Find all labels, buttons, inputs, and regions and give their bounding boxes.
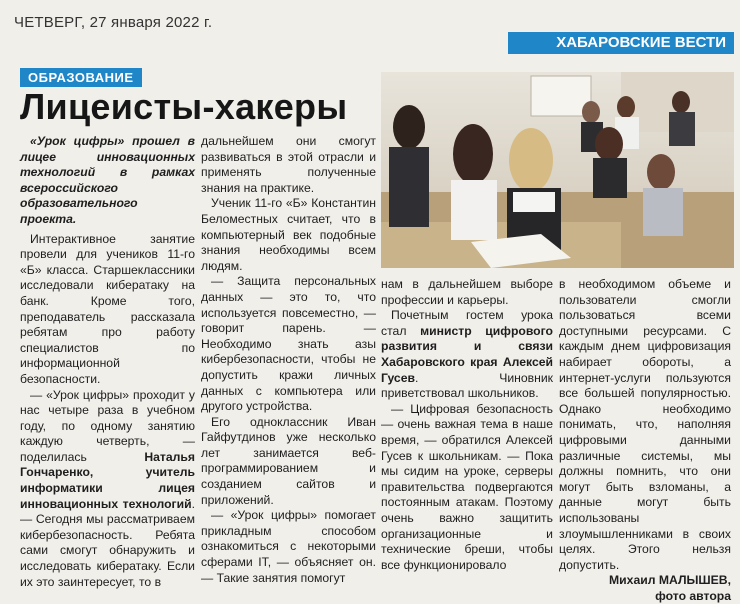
article-lead: «Урок цифры» прошел в лицее инновационных технологий в рамках всероссийского образовательного проекта. — [20, 134, 195, 226]
issue-date: ЧЕТВЕРГ, 27 января 2022 г. — [14, 14, 213, 31]
paragraph: Ученик 11-го «Б» Константин Беломестных считает, что в компьютерный век подобные знания необходимы всем людям. — [201, 196, 376, 273]
article-column-4 — [559, 277, 731, 604]
article-column-1 — [20, 134, 195, 590]
article-headline: Лицеисты-хакеры — [20, 86, 348, 127]
paragraph-text: . — Сегодня мы рассматриваем кибербезопасность. Ребята сами смогут обнаружить и исследовать кибератаку. Если их это заинтересует, то в — [20, 496, 195, 589]
article-column-3 — [381, 277, 553, 573]
article-column-2 — [201, 134, 376, 586]
paragraph: — Цифровая безопасность — очень важная тема в наше время, — обратился Алексей Гусев к школьникам. — Пока мы сидим на уроке, серверы правительства подвергаются постоянным атакам. Поэтому очень важно защитить организационные и технические бреши, чтобы все функционировало — [381, 401, 553, 572]
minister-name: министр цифрового развития и связи Хабаровского края Алексей Гусев — [381, 323, 553, 385]
paragraph: нам в дальнейшем выборе профессии и карьеры. — [381, 277, 553, 307]
paragraph — [20, 388, 195, 591]
paragraph: дальнейшем они смогут развиваться в этой отрасли и применять полученные знания на практике. — [201, 134, 376, 195]
paragraph: — Защита персональных данных — это то, что используется повсеместно, — говорит парень. — Необходимо знать азы кибербезопасности, чтобы не допустить кражи личных данных с компьютера или другого устройства. — [201, 274, 376, 414]
paragraph — [381, 308, 553, 402]
teacher-name: Наталья Гончаренко, учитель информатики лицея инновационных технологий — [20, 449, 195, 511]
photo-credit: фото автора — [655, 588, 731, 603]
classroom-photo-illustration — [381, 72, 734, 268]
newspaper-masthead: ХАБАРОВСКИЕ ВЕСТИ — [508, 32, 734, 54]
classroom-photo — [381, 72, 734, 268]
paragraph: Интерактивное занятие провели для учеников 11-го «Б» класса. Старшеклассники исследовали кибератаку на банк. Кроме того, преподаватель рассказала ребятам про работу специалистов по информационной безопасности. — [20, 231, 195, 386]
paragraph-text: — «Урок цифры» проходит у нас четыре раза в учебном году, по одному занятию каждую четверть, — поделилась — [20, 387, 195, 464]
paragraph: Его одноклассник Иван Гайфутдинов уже несколько лет занимается веб-программированием и созданием сайтов и приложений. — [201, 414, 376, 507]
author-signature: Михаил МАЛЫШЕВ, — [609, 573, 731, 588]
paragraph-text: Почетным гостем урока стал — [381, 308, 553, 338]
paragraph-text: . Чиновник приветствовал школьников. — [381, 370, 553, 401]
paragraph: — «Урок цифры» помогает прикладным способом ознакомиться с некоторыми сферами IT, — объясняет он. — Такие занятия помогут — [201, 508, 376, 585]
section-rubric: ОБРАЗОВАНИЕ — [20, 68, 142, 87]
paragraph: в необходимом объеме и пользователи смогли пользоваться всеми доступными ресурсами. С каждым днем цифровизация набирает обороты, а интернет-услуги пользуются все большей популярностью. Однако необходимо понимать, что, наполняя цифровыми данными различные системы, мы должны помнить, что они могут быть взломаны, а данные могут быть использованы злоумышленниками в своих целях. Этого нельзя допустить. — [559, 277, 731, 572]
